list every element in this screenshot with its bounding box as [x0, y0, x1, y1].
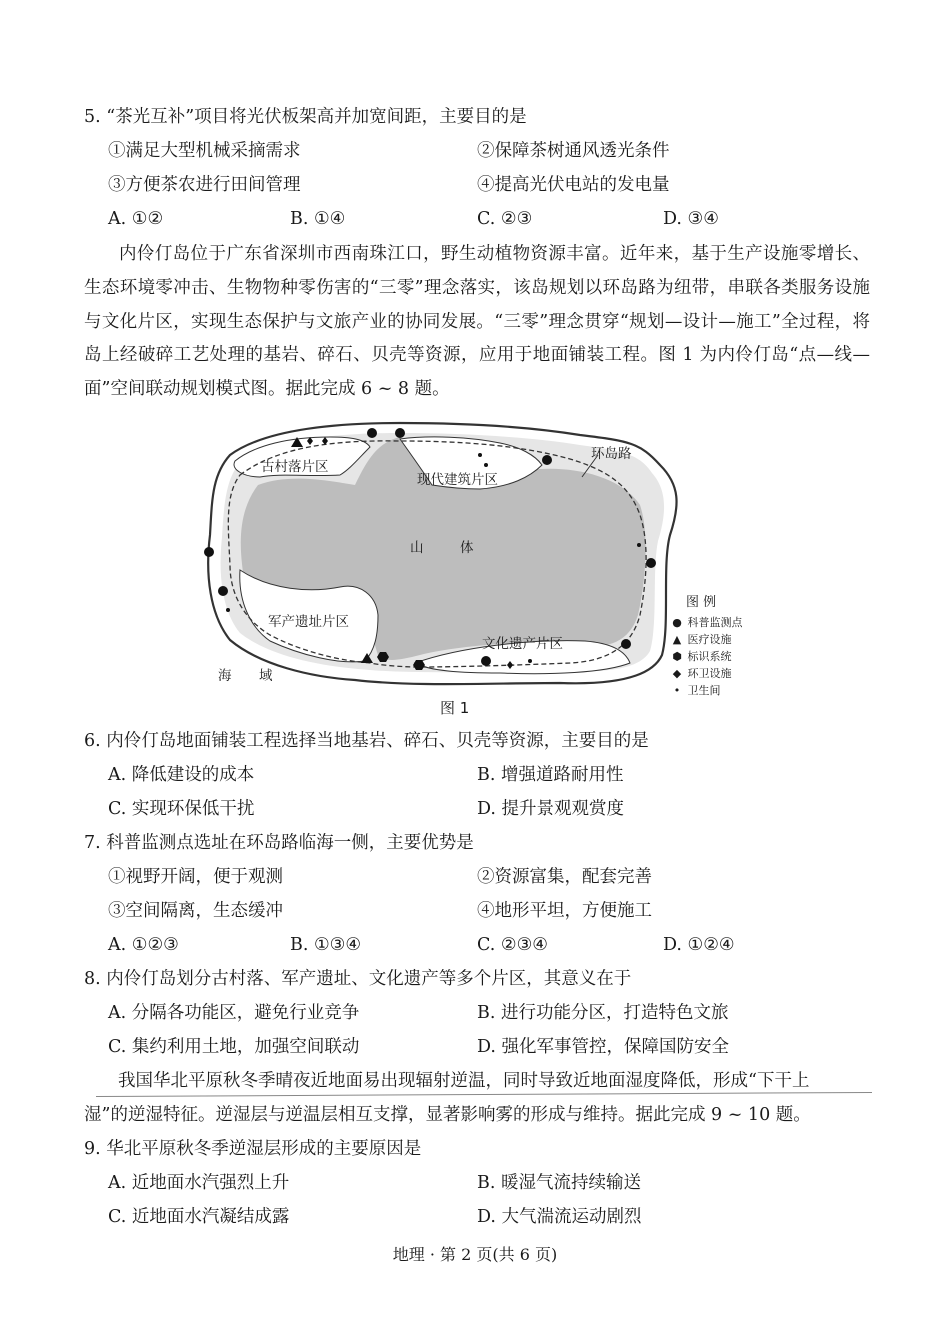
q8-stem: 8. 内伶仃岛划分古村落、军产遗址、文化遗产等多个片区，其意义在于	[84, 969, 632, 989]
medical-triangle-icon: ▲	[672, 633, 682, 646]
legend-label: 科普监测点	[687, 616, 743, 629]
legend-label: 医疗设施	[687, 633, 732, 646]
q7-choice-d: D. ①②④	[663, 935, 735, 955]
q8-choice-d: D. 强化军事管控，保障国防安全	[477, 1037, 730, 1057]
q7-item-4: ④地形平坦，方便施工	[477, 901, 652, 921]
q9-stem: 9. 华北平原秋冬季逆湿层形成的主要原因是	[84, 1139, 422, 1159]
q6-stem: 6. 内伶仃岛地面铺装工程选择当地基岩、碎石、贝壳等资源，主要目的是	[84, 731, 649, 751]
q5-item-3: ③方便茶农进行田间管理	[108, 175, 301, 195]
label-sea-b: 域	[259, 668, 273, 684]
q6-choice-a: A. 降低建设的成本	[108, 765, 255, 785]
q5-choice-d: D. ③④	[663, 209, 719, 229]
q7-item-3: ③空间隔离，生态缓冲	[108, 901, 283, 921]
q5-choice-b: B. ①④	[290, 209, 346, 229]
q7-item-2: ②资源富集，配套完善	[477, 867, 652, 887]
page-footer: 地理 · 第 2 页(共 6 页)	[392, 1245, 558, 1264]
legend-label: 环卫设施	[687, 667, 732, 680]
legend-item-sign	[670, 648, 732, 664]
q5-choice-a: A. ①②	[108, 209, 164, 229]
passage-inversion-line1: 我国华北平原秋冬季晴夜近地面易出现辐射逆温，同时导致近地面湿度降低，形成“下干上	[118, 1071, 810, 1091]
q6-choice-c: C. 实现环保低干扰	[108, 799, 255, 819]
q7-item-1: ①视野开阔，便于观测	[108, 867, 283, 887]
label-road: 环岛路	[591, 446, 632, 462]
q9-choice-a: A. 近地面水汽强烈上升	[108, 1173, 290, 1193]
label-modern: 现代建筑片区	[417, 472, 498, 488]
label-village: 古村落片区	[261, 459, 329, 475]
q7-choice-c: C. ②③④	[477, 935, 548, 955]
legend-label: 卫生间	[687, 684, 721, 697]
legend-item-sanitation	[670, 665, 732, 681]
label-culture: 文化遗产片区	[482, 636, 563, 652]
q9-choice-b: B. 暖湿气流持续输送	[477, 1173, 641, 1193]
q8-choice-b: B. 进行功能分区，打造特色文旅	[477, 1003, 729, 1023]
q9-choice-c: C. 近地面水汽凝结成露	[108, 1207, 290, 1227]
q6-choice-b: B. 增强道路耐用性	[477, 765, 624, 785]
q7-choice-b: B. ①③④	[290, 935, 362, 955]
q8-choice-a: A. 分隔各功能区，避免行业竞争	[108, 1003, 360, 1023]
q6-choice-d: D. 提升景观观赏度	[477, 799, 625, 819]
legend-item-monitoring	[670, 614, 743, 630]
passage-island: 内伶仃岛位于广东省深圳市西南珠江口，野生动植物资源丰富。近年来，基于生产设施零增长、生态环境零冲击、生物物种零伤害的“三零”理念落实，该岛规划以环岛路为纽带，串联各类服务设施与文化片区，实现生态保护与文旅产业的协同发展。“三零”理念贯穿“规划—设计—施工”全过程，将岛上经破碎工艺处理的基岩、碎石、贝壳等资源，应用于地面铺装工程。图 1 为内伶仃岛“点—线—面”空间联动规划模式图。据此完成 6 ~ 8 题。	[84, 244, 870, 400]
legend-title: 图 例	[686, 595, 717, 610]
q5-item-2: ②保障茶树通风透光条件	[477, 141, 670, 161]
figure-caption: 图 1	[440, 699, 470, 717]
label-mountain-a: 山	[410, 540, 424, 556]
q7-choice-a: A. ①②③	[108, 935, 179, 955]
q8-choice-c: C. 集约利用土地，加强空间联动	[108, 1037, 360, 1057]
label-military: 军产遗址片区	[268, 614, 349, 630]
q5-item-1: ①满足大型机械采摘需求	[108, 141, 301, 161]
q5-stem: 5. “茶光互补”项目将光伏板架高并加宽间距，主要目的是	[84, 107, 527, 127]
q9-choice-d: D. 大气湍流运动剧烈	[477, 1207, 642, 1227]
passage-inversion-line2: 湿”的逆湿特征。逆湿层与逆温层相互支撑，显著影响雾的形成与维持。据此完成 9 ~ 10 题。	[84, 1105, 811, 1125]
sanitation-diamond-icon: ◆	[672, 667, 682, 680]
q7-stem: 7. 科普监测点选址在环岛路临海一侧，主要优势是	[84, 833, 474, 853]
q5-item-4: ④提高光伏电站的发电量	[477, 175, 670, 195]
label-sea-a: 海	[218, 668, 232, 684]
monitoring-point-icon: ●	[672, 616, 682, 629]
sign-hexagon-icon: ⬢	[672, 650, 682, 663]
q5-choice-c: C. ②③	[477, 209, 533, 229]
legend-label: 标识系统	[687, 650, 732, 663]
legend-item-toilet	[670, 682, 721, 698]
legend-item-medical	[670, 631, 732, 647]
label-mountain-b: 体	[460, 540, 474, 556]
toilet-dot-icon: •	[673, 684, 681, 697]
